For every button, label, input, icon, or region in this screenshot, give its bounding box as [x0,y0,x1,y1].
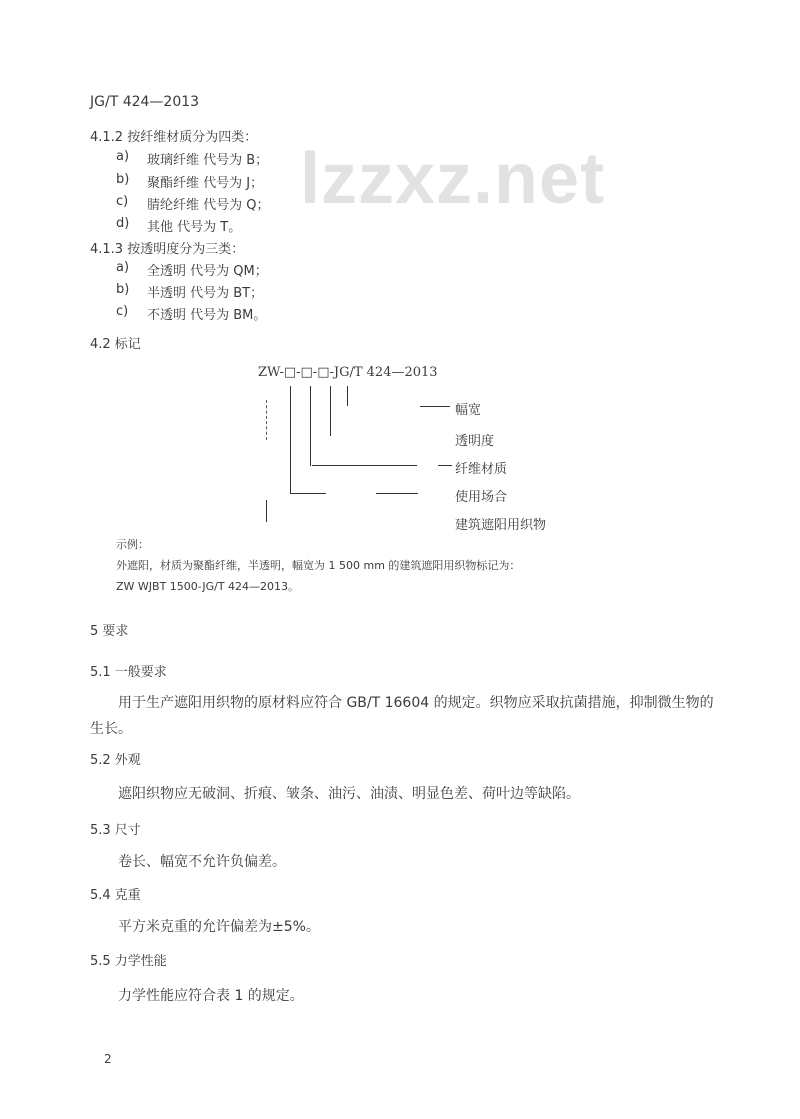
item-text: 全透明 代号为 QM； [147,264,268,279]
connector-transparency-vertical [330,386,331,436]
connector-material-vertical [310,386,311,466]
item-text: 聚酯纤维 代号为 J； [147,176,264,191]
section-5-1-heading: 5.1 一般要求 [90,665,167,680]
section-4-1-2-heading: 4.1.2 按纤维材质分为四类： [90,130,258,145]
connector-usage-horizontal-2 [376,493,418,494]
item-mark: b) [116,172,130,187]
connector-material-horizontal [312,465,417,466]
connector-width-horizontal [420,406,450,407]
connector-usage-horizontal [290,493,326,494]
label-fiber-material: 纤维材质 [455,462,508,477]
item-text: 不透明 代号为 BM。 [147,308,267,323]
section-4-1-3-heading: 4.1.3 按透明度分为三类： [90,242,245,257]
section-5-4-para: 平方米克重的允许偏差为±5%。 [118,919,320,935]
example-line-2: ZW WJBT 1500-JG/T 424—2013。 [116,580,300,593]
item-text: 玻璃纤维 代号为 B； [147,153,269,168]
section-5-1-para-2: 生长。 [90,721,132,737]
section-5-2-para: 遮阳织物应无破洞、折痕、皱条、油污、油渍、明显色差、荷叶边等缺陷。 [118,786,580,802]
marking-code: ZW-□-□-□-JG/T 424—2013 [258,365,438,380]
item-text: 腈纶纤维 代号为 Q； [147,198,270,213]
item-text: 其他 代号为 T。 [147,220,242,235]
label-product: 建筑遮阳用织物 [455,518,547,533]
connector-product-vertical [266,500,267,522]
label-usage: 使用场合 [455,490,508,505]
section-5-heading: 5 要求 [90,624,129,639]
label-transparency: 透明度 [455,434,495,449]
section-5-5-heading: 5.5 力学性能 [90,954,167,969]
section-5-3-heading: 5.3 尺寸 [90,823,141,838]
item-mark: c) [116,304,129,319]
item-mark: d) [116,216,130,231]
example-line-1: 外遮阳，材质为聚酯纤维，半透明，幅宽为 1 500 mm 的建筑遮阳用织物标记为： [116,559,521,572]
section-4-2-heading: 4.2 标记 [90,337,141,352]
item-mark: a) [116,149,130,164]
watermark: lzzxz.net [300,139,606,219]
section-5-3-para: 卷长、幅宽不允许负偏差。 [118,854,286,870]
section-5-1-para-1: 用于生产遮阳用织物的原材料应符合 GB/T 16604 的规定。织物应采取抗菌措施，抑制微生物的 [118,695,714,711]
item-mark: a) [116,260,130,275]
item-text: 半透明 代号为 BT； [147,286,264,301]
section-5-2-heading: 5.2 外观 [90,753,141,768]
section-5-5-para: 力学性能应符合表 1 的规定。 [118,988,304,1004]
connector-usage-vertical [290,386,291,493]
standard-code: JG/T 424—2013 [90,94,200,110]
item-mark: c) [116,194,129,209]
label-width: 幅宽 [455,403,482,418]
connector-product-dashed [266,400,267,440]
section-5-4-heading: 5.4 克重 [90,888,141,903]
example-title: 示例： [116,538,149,551]
page-number: 2 [104,1052,112,1066]
item-mark: b) [116,282,130,297]
connector-width-vertical [347,386,348,406]
connector-material-horizontal-2 [438,465,452,466]
